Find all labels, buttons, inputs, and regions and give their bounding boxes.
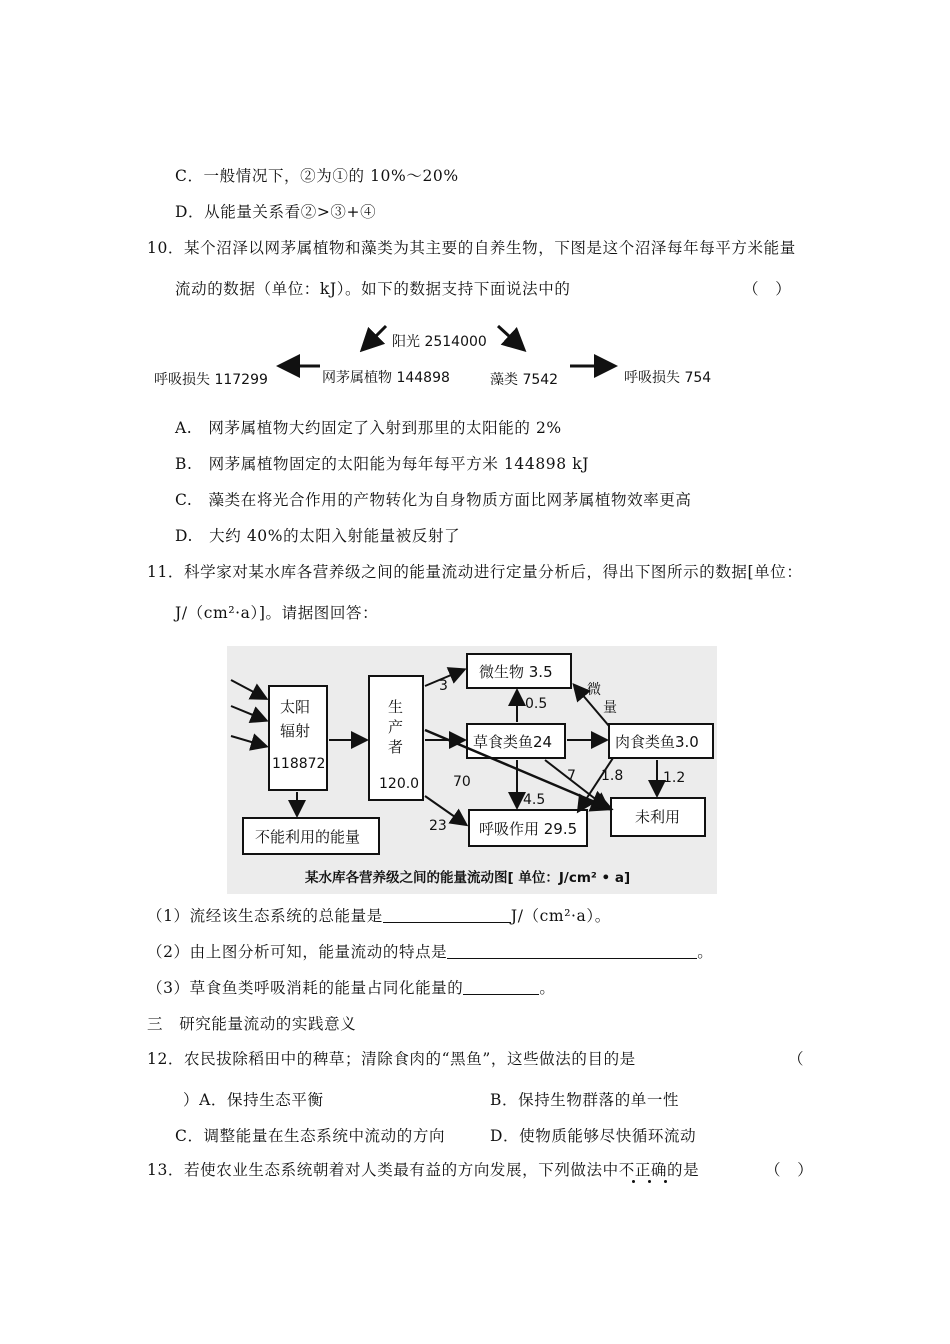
q11-sub3-text: （3）草食鱼类呼吸消耗的能量占同化能量的 bbox=[147, 979, 464, 997]
q12-option-d: D．使物质能够尽快循环流动 bbox=[490, 1127, 697, 1145]
algae-label: 藻类 7542 bbox=[490, 372, 559, 388]
q11-sub3-end: 。 bbox=[539, 979, 556, 997]
flow-0-5: 0.5 bbox=[525, 696, 548, 712]
q10-stem-line2: 流动的数据（单位：kJ）。如下的数据支持下面说法中的 bbox=[175, 280, 571, 298]
q12-option-c: C．调整能量在生态系统中流动的方向 bbox=[175, 1127, 446, 1145]
flow-7: 7 bbox=[567, 768, 576, 784]
q11-sub2 bbox=[147, 940, 713, 962]
q10-option-c: C. 藻类在将光合作用的产物转化为自身物质方面比网茅属植物效率更高 bbox=[175, 491, 692, 509]
q11-stem-line1: 11．科学家对某水库各营养级之间的能量流动进行定量分析后，得出下图所示的数据[单位： bbox=[147, 563, 803, 581]
flow-1-8: 1.8 bbox=[601, 768, 624, 784]
resp-left-label: 呼吸损失 117299 bbox=[154, 372, 268, 388]
q11-energy-flow-figure bbox=[227, 646, 717, 894]
q13-stem: 13．若使农业生态系统朝着对人类最有益的方向发展，下列做法中不正确的是 bbox=[147, 1161, 700, 1179]
q9-option-c: C．一般情况下，②为①的 10%～20% bbox=[175, 167, 459, 185]
q11-sub1 bbox=[147, 904, 611, 926]
section-3-heading: 三 研究能量流动的实践意义 bbox=[147, 1015, 357, 1033]
plant-label: 网茅属植物 144898 bbox=[322, 370, 450, 386]
q11-sub2-text: （2）由上图分析可知，能量流动的特点是 bbox=[147, 943, 448, 961]
sun-to-algae-arrow bbox=[498, 326, 522, 348]
flow-3: 3 bbox=[439, 678, 448, 694]
q11-stem-line2: J/（cm²·a）]。请据图回答： bbox=[175, 604, 379, 622]
q10-option-a: A. 网茅属植物大约固定了入射到那里的太阳能的 2% bbox=[175, 419, 562, 437]
q10-energy-diagram bbox=[150, 322, 750, 392]
q10-option-b: B. 网茅属植物固定的太阳能为每年每平方米 144898 kJ bbox=[175, 455, 590, 473]
emphasis-dot bbox=[648, 1180, 651, 1183]
sun-label-2: 辐射 bbox=[280, 722, 311, 740]
q12-option-b: B．保持生物群落的单一性 bbox=[490, 1091, 680, 1109]
q11-sub1-unit: J/（cm²·a）。 bbox=[510, 907, 611, 925]
q11-sub3-blank[interactable] bbox=[463, 980, 539, 995]
q9-option-d: D．从能量关系看②>③+④ bbox=[175, 203, 377, 221]
q10-option-d: D. 大约 40%的太阳入射能量被反射了 bbox=[175, 527, 461, 545]
producer-label-1: 生 bbox=[388, 698, 404, 716]
q11-sub3 bbox=[147, 976, 555, 998]
q12-option-a: ）A．保持生态平衡 bbox=[183, 1091, 324, 1109]
microbe-label: 微生物 3.5 bbox=[479, 663, 553, 681]
resp-right-label: 呼吸损失 754 bbox=[624, 370, 712, 386]
sun-to-plant-arrow bbox=[364, 326, 386, 348]
unusable-label: 不能利用的能量 bbox=[255, 828, 361, 846]
small-amount-label-1: 微 bbox=[587, 682, 601, 698]
flow-23: 23 bbox=[429, 818, 447, 834]
q11-sub2-end: 。 bbox=[697, 943, 714, 961]
q10-answer-paren: （ ） bbox=[743, 280, 792, 298]
figure-caption: 某水库各营养级之间的能量流动图[ 单位：J/cm² • a] bbox=[305, 870, 631, 886]
producer-value: 120.0 bbox=[379, 776, 420, 792]
flow-4-5: 4.5 bbox=[523, 792, 546, 808]
q11-sub1-text: （1）流经该生态系统的总能量是 bbox=[147, 907, 383, 925]
q12-paren-open: （ bbox=[788, 1050, 805, 1068]
q13-answer-paren: （ ） bbox=[765, 1161, 814, 1179]
flow-1-2: 1.2 bbox=[663, 770, 686, 786]
carnivore-label: 肉食类鱼3.0 bbox=[615, 733, 699, 751]
sun-label: 阳光 2514000 bbox=[392, 334, 487, 350]
q11-sub1-blank[interactable] bbox=[383, 908, 511, 923]
respiration-label: 呼吸作用 29.5 bbox=[479, 820, 578, 838]
emphasis-dot bbox=[664, 1180, 667, 1183]
sun-value: 118872 bbox=[272, 756, 326, 772]
producer-label-3: 者 bbox=[388, 738, 404, 756]
q12-stem: 12．农民拔除稻田中的稗草；清除食肉的“黑鱼”，这些做法的目的是 bbox=[147, 1050, 636, 1068]
q10-stem-line1: 10．某个沼泽以网茅属植物和藻类为其主要的自养生物，下图是这个沼泽每年每平方米能量 bbox=[147, 239, 796, 257]
emphasis-dot bbox=[632, 1180, 635, 1183]
producer-label-2: 产 bbox=[388, 718, 404, 736]
q11-sub2-blank[interactable] bbox=[447, 944, 697, 959]
small-amount-label-2: 量 bbox=[603, 700, 617, 716]
flow-70: 70 bbox=[453, 774, 471, 790]
sun-label-1: 太阳 bbox=[280, 698, 311, 716]
unused-label: 未利用 bbox=[635, 808, 681, 826]
herbivore-label: 草食类鱼24 bbox=[473, 733, 553, 751]
